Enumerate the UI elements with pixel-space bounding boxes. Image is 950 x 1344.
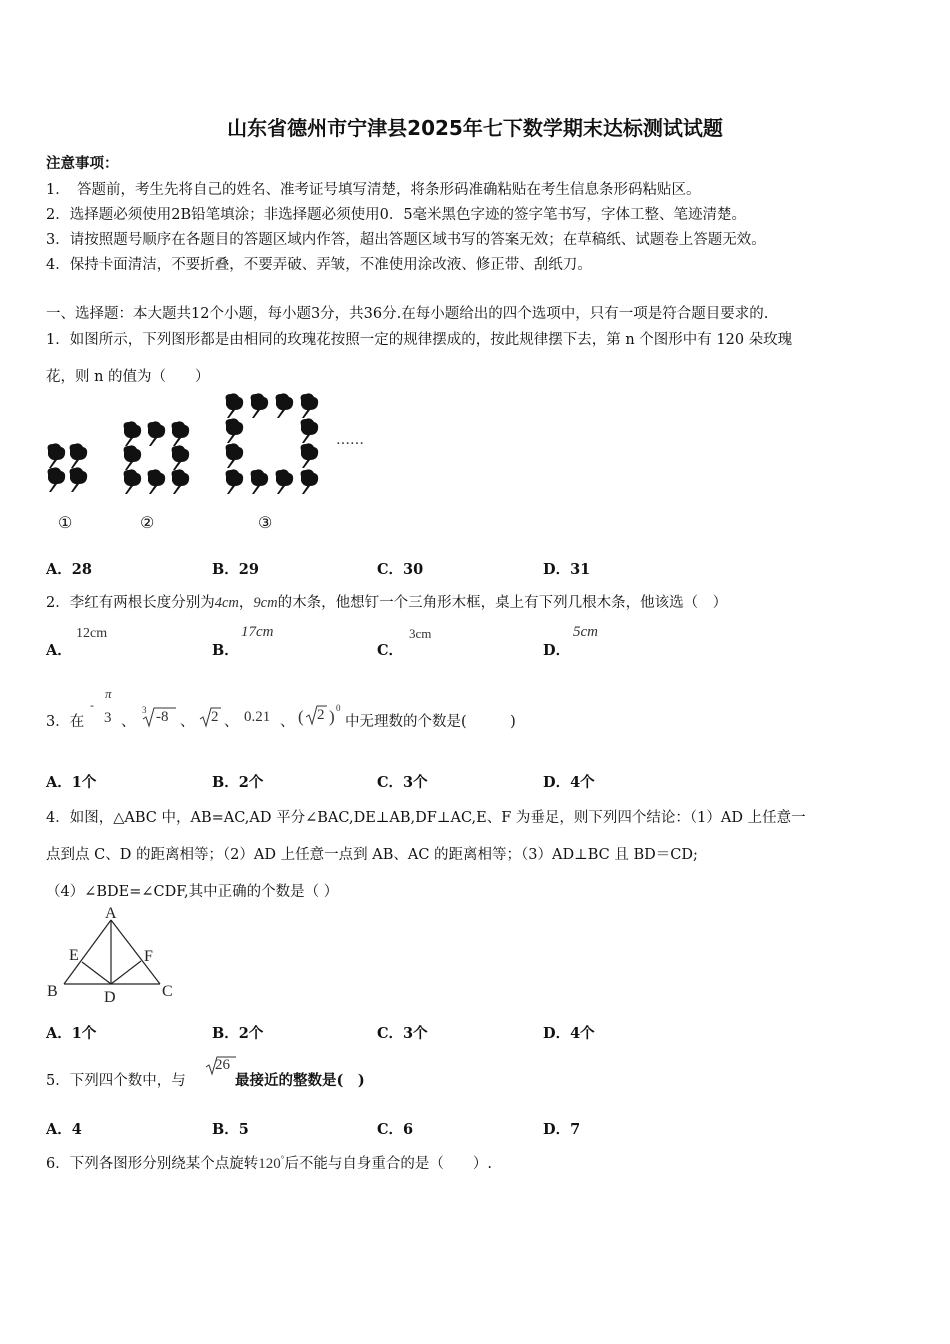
point-e-label: E bbox=[69, 947, 79, 964]
q2-sep: ， bbox=[238, 595, 254, 611]
rose-icon bbox=[124, 469, 142, 494]
q6-stem bbox=[46, 1152, 492, 1173]
q3-paren-close: ) bbox=[329, 707, 335, 726]
q4-option-c[interactable]: C．3个 bbox=[377, 1025, 428, 1042]
q4-stem-line2: 点到点 C、D 的距离相等；（2）AD 上任意一点到 AB、AC 的距离相等；（3）AD⊥BC 且 BD＝CD; bbox=[46, 847, 698, 863]
q4-stem-line3: （4）∠BDE=∠CDF,其中正确的个数是（ ） bbox=[46, 884, 339, 900]
rose-icon bbox=[301, 418, 319, 443]
notice-heading: 注意事项： bbox=[46, 155, 119, 172]
notice-item-4: 4．保持卡面清洁，不要折叠，不要弄破、弄皱，不准使用涂改液、修正带、刮纸刀。 bbox=[46, 257, 592, 273]
rose-icon bbox=[226, 418, 244, 443]
q4-option-d[interactable]: D．4个 bbox=[543, 1025, 595, 1042]
notice-item-3: 3．请按照题号顺序在各题目的答题区域内作答，超出答题区域书写的答案无效；在草稿纸、试题卷上答题无效。 bbox=[46, 232, 766, 248]
q3-power-body: 2 bbox=[317, 707, 325, 723]
q3-cbrt-index: 3 bbox=[142, 705, 147, 715]
q2-length-1: 4cm bbox=[214, 595, 239, 611]
rose-icon bbox=[226, 469, 244, 494]
q5-stem-post: 最接近的整数是( ) bbox=[235, 1072, 365, 1089]
q3-stem-post: 中无理数的个数是( ) bbox=[345, 714, 516, 730]
q5-stem-pre: 5．下列四个数中，与 bbox=[46, 1073, 186, 1089]
q6-stem-post: 后不能与自身重合的是（ ）. bbox=[284, 1156, 492, 1172]
q2-option-a-value: 12cm bbox=[76, 626, 108, 641]
q2-option-b-value: 17cm bbox=[241, 624, 274, 640]
q5-option-b[interactable]: B．5 bbox=[212, 1121, 249, 1138]
notice-item-2: 2．选择题必须使用2B铅笔填涂；非选择题必须使用0．5毫米黑色字迹的签字笔书写，字体工整、笔迹清楚。 bbox=[46, 207, 747, 223]
rose-icon bbox=[70, 467, 88, 492]
rose-icon bbox=[148, 469, 166, 494]
rose-icon bbox=[172, 469, 190, 494]
rose-icon bbox=[301, 393, 319, 418]
q3-option-a[interactable]: A．1个 bbox=[46, 774, 97, 791]
segment-de bbox=[82, 962, 111, 984]
q1-stem-line1: 1．如图所示，下列图形都是由相同的玫瑰花按照一定的规律摆成的，按此规律摆下去，第 n 个图形中有 120 朵玫瑰 bbox=[46, 332, 793, 348]
q3-cbrt-body: -8 bbox=[156, 709, 169, 725]
figure-label-3: ③ bbox=[258, 513, 273, 532]
q1-option-b[interactable]: B．29 bbox=[212, 561, 259, 578]
q1-option-d[interactable]: D．31 bbox=[543, 561, 591, 578]
rose-icon bbox=[172, 421, 190, 446]
q3-frac-num: π bbox=[105, 686, 112, 701]
q6-angle: 120 bbox=[258, 1156, 281, 1172]
q3-minus-sign: - bbox=[90, 698, 94, 712]
q3-frac-den: 3 bbox=[104, 710, 112, 726]
rose-icon bbox=[48, 467, 66, 492]
q3-power-exponent: 0 bbox=[336, 703, 341, 713]
q1-option-a[interactable]: A．28 bbox=[46, 561, 92, 578]
q2-option-a[interactable]: A． bbox=[46, 642, 72, 659]
q1-option-c[interactable]: C．30 bbox=[377, 561, 424, 578]
point-f-label: F bbox=[144, 948, 153, 965]
q4-option-b[interactable]: B．2个 bbox=[212, 1025, 264, 1042]
q1-stem-line2: 花，则 n 的值为（ ） bbox=[46, 369, 210, 385]
rose-icon bbox=[276, 469, 294, 494]
rose-icon bbox=[251, 393, 269, 418]
q5-radicand: 26 bbox=[215, 1057, 230, 1073]
q3-option-b[interactable]: B．2个 bbox=[212, 774, 264, 791]
q2-stem-pre: 2．李红有两根长度分别为 bbox=[46, 595, 215, 611]
q4-option-a[interactable]: A．1个 bbox=[46, 1025, 97, 1042]
rose-icon bbox=[276, 393, 294, 418]
q3-decimal: 0.21 bbox=[244, 709, 271, 725]
page-title: 山东省德州市宁津县2025年七下数学期末达标测试试题 bbox=[227, 116, 723, 140]
q2-option-d[interactable]: D． bbox=[543, 642, 571, 659]
q2-stem-post: 的木条，他想钉一个三角形木框，桌上有下列几根木条，他该选（ ） bbox=[277, 595, 728, 611]
figure-1 bbox=[48, 443, 88, 492]
q6-stem-pre: 6．下列各图形分别绕某个点旋转 bbox=[46, 1156, 259, 1172]
q2-length-2: 9cm bbox=[253, 595, 278, 611]
q3-sep-4: 、 bbox=[280, 714, 295, 730]
rose-icon bbox=[226, 393, 244, 418]
rose-icon bbox=[226, 443, 244, 468]
q3-option-d[interactable]: D．4个 bbox=[543, 774, 595, 791]
q2-option-c-value: 3cm bbox=[409, 626, 432, 641]
rose-icon bbox=[251, 469, 269, 494]
rose-icon bbox=[148, 421, 166, 446]
q3-option-c[interactable]: C．3个 bbox=[377, 774, 428, 791]
q3-sqrt-body: 2 bbox=[211, 709, 219, 725]
q6-degree-sign: ° bbox=[280, 1154, 285, 1165]
section-heading: 一、选择题：本大题共12个小题，每小题3分，共36分.在每小题给出的四个选项中，只有一项是符合题目要求的. bbox=[46, 306, 769, 322]
rose-icon bbox=[70, 443, 88, 468]
rose-icon bbox=[301, 469, 319, 494]
q2-option-d-value: 5cm bbox=[573, 624, 598, 640]
rose-icon bbox=[301, 443, 319, 468]
q3-sep-3: 、 bbox=[224, 714, 239, 730]
figure-2 bbox=[124, 421, 190, 494]
q2-stem bbox=[46, 591, 727, 612]
figure-label-1: ① bbox=[58, 513, 73, 532]
point-a-label: A bbox=[105, 905, 117, 922]
q5-option-c[interactable]: C．6 bbox=[377, 1121, 414, 1138]
q5-option-d[interactable]: D．7 bbox=[543, 1121, 581, 1138]
q2-option-b[interactable]: B． bbox=[212, 642, 239, 659]
rose-icon bbox=[48, 443, 66, 468]
q4-stem-line1: 4．如图，△ABC 中，AB=AC,AD 平分∠BAC,DE⊥AB,DF⊥AC,E、F 为垂足，则下列四个结论：（1）AD 上任意一 bbox=[46, 810, 806, 826]
rose-icon bbox=[172, 445, 190, 470]
q3-num: 3．在 bbox=[46, 714, 85, 730]
rose-icon bbox=[124, 421, 142, 446]
figure-label-2: ② bbox=[140, 513, 155, 532]
q3-sep-2: 、 bbox=[180, 714, 195, 730]
point-b-label: B bbox=[47, 983, 58, 1000]
rose-icon bbox=[124, 445, 142, 470]
segment-df bbox=[111, 961, 141, 984]
point-d-label: D bbox=[104, 989, 116, 1004]
q2-option-c[interactable]: C． bbox=[377, 642, 404, 659]
point-c-label: C bbox=[162, 983, 173, 1000]
notice-item-1: 1． 答题前，考生先将自己的姓名、准考证号填写清楚，将条形码准确粘贴在考生信息条形码粘贴区。 bbox=[46, 182, 701, 198]
q3-sep-1: 、 bbox=[121, 714, 136, 730]
q3-paren-open: ( bbox=[298, 707, 304, 726]
q4-triangle-diagram bbox=[44, 904, 184, 1004]
q1-rose-figures bbox=[40, 390, 380, 540]
figure-ellipsis: …… bbox=[336, 432, 364, 448]
q5-option-a[interactable]: A．4 bbox=[46, 1121, 82, 1138]
figure-3 bbox=[226, 393, 319, 494]
